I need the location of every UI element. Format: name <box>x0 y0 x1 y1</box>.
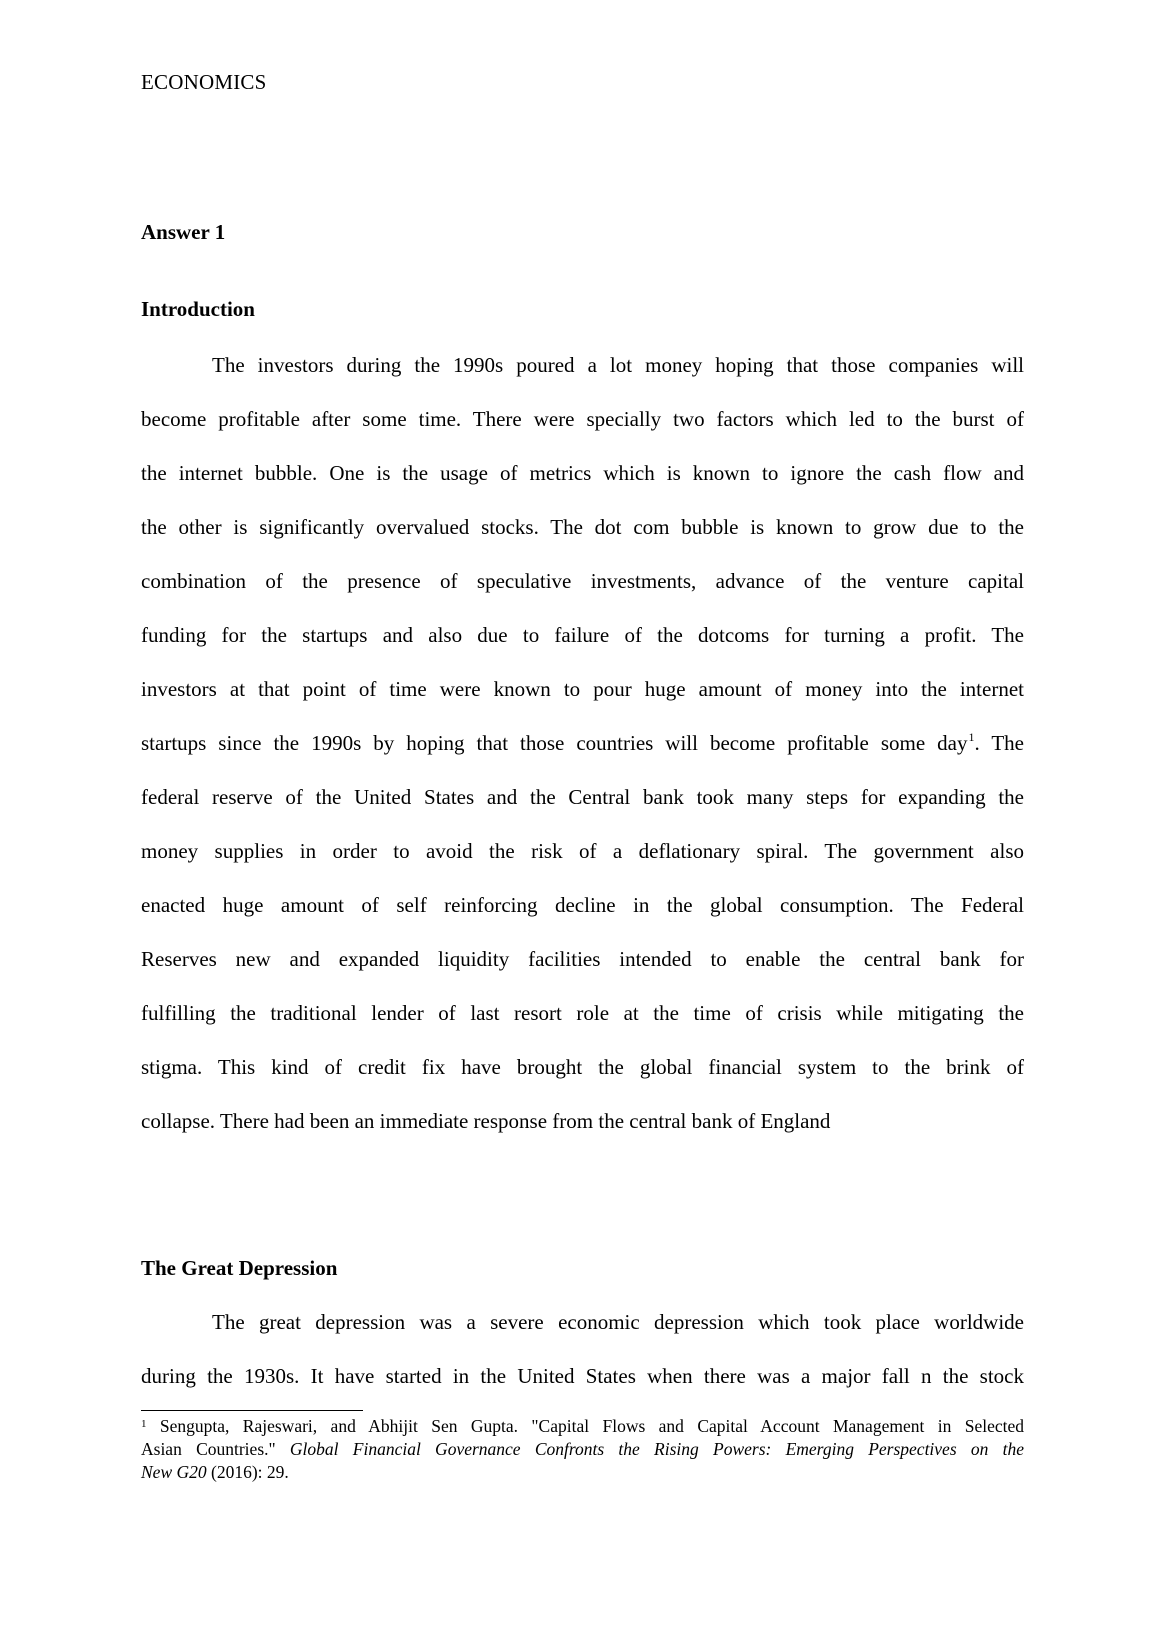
paragraph-line: money supplies in order to avoid the risk of a deflationary spiral. The government also <box>141 839 1024 863</box>
footnote-text: Asian Countries." <box>141 1439 276 1459</box>
footnote-source-title: New G20 <box>141 1462 207 1482</box>
running-head: ECONOMICS <box>141 70 267 94</box>
paragraph-line: Reserves new and expanded liquidity facilities intended to enable the central bank for <box>141 947 1024 971</box>
introduction-paragraph <box>141 338 1024 1148</box>
footnote-separator <box>141 1410 363 1411</box>
footnote-text: (2016): 29. <box>211 1462 289 1482</box>
great-depression-heading: The Great Depression <box>141 1256 338 1280</box>
paragraph-line: funding for the startups and also due to failure of the dotcoms for turning a profit. The <box>141 623 1024 647</box>
paragraph-line: The great depression was a severe economic depression which took place worldwide <box>212 1310 1024 1334</box>
paragraph-line: the internet bubble. One is the usage of metrics which is known to ignore the cash flow and <box>141 461 1024 485</box>
paragraph-line: enacted huge amount of self reinforcing decline in the global consumption. The Federal <box>141 893 1024 917</box>
paragraph-line-text: startups since the 1990s by hoping that those countries will become profitable some day <box>141 731 968 755</box>
introduction-heading: Introduction <box>141 297 255 321</box>
paragraph-line-tail: . The <box>974 731 1024 755</box>
great-depression-paragraph <box>141 1295 1024 1403</box>
footnote-reference[interactable]: 1 <box>968 730 975 744</box>
footnote-number: 1 <box>141 1418 147 1430</box>
footnote-text: Sengupta, Rajeswari, and Abhijit Sen Gupta. "Capital Flows and Capital Account Management in Selected <box>159 1416 1024 1436</box>
paragraph-line: become profitable after some time. There were specially two factors which led to the burst of <box>141 407 1024 431</box>
footnote-line <box>141 1438 1024 1461</box>
footnote-source-title: Global Financial Governance Confronts the Rising Powers: Emerging Perspectives on the <box>289 1439 1025 1459</box>
paragraph-line: during the 1930s. It have started in the United States when there was a major fall n the stock <box>141 1364 1024 1388</box>
answer-heading: Answer 1 <box>141 220 226 244</box>
footnote-line <box>141 1415 1024 1438</box>
paragraph-line: stigma. This kind of credit fix have brought the global financial system to the brink of <box>141 1055 1024 1079</box>
paragraph-line: investors at that point of time were known to pour huge amount of money into the internet <box>141 677 1024 701</box>
footnote-line <box>141 1461 1024 1484</box>
paragraph-line-with-footnote <box>141 716 1024 770</box>
paragraph-line: combination of the presence of speculative investments, advance of the venture capital <box>141 569 1024 593</box>
paragraph-line: collapse. There had been an immediate response from the central bank of England <box>141 1109 831 1133</box>
paragraph-line: The investors during the 1990s poured a lot money hoping that those companies will <box>212 353 1024 377</box>
paragraph-line: the other is significantly overvalued stocks. The dot com bubble is known to grow due to the <box>141 515 1024 539</box>
paragraph-line: fulfilling the traditional lender of last resort role at the time of crisis while mitigating the <box>141 1001 1024 1025</box>
paragraph-line: federal reserve of the United States and the Central bank took many steps for expanding the <box>141 785 1024 809</box>
footnote <box>141 1415 1024 1484</box>
